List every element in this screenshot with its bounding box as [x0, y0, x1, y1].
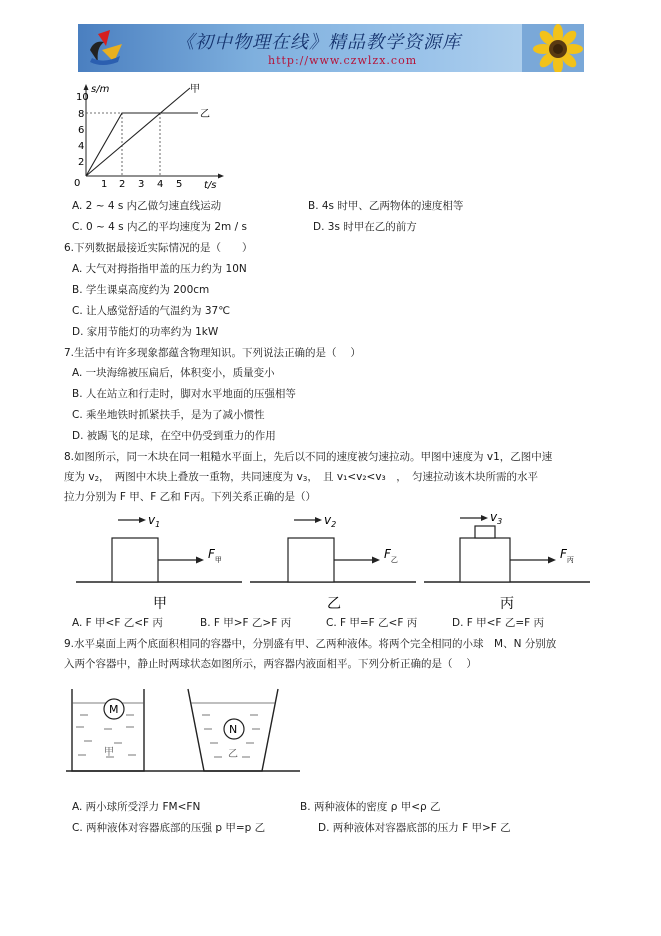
velocity-arrowhead-bing-icon [481, 515, 488, 521]
q8-line2-part-c: ， 且 v₁<v₂<v₃ ， 匀速拉动该木块所需的水平 [307, 471, 539, 483]
q8-stem-line1: 8.如图所示，同一木块在同一粗糙水平面上，先后以不同的速度被匀速拉动。甲图中速度为 v1，乙图中速 [64, 451, 553, 463]
q6-option-c: C. 让人感觉舒适的气温约为 37℃ [72, 305, 230, 317]
q5-option-c: C. 0 ~ 4 s 内乙的平均速度为 2m / s [72, 221, 247, 233]
label-yi: 乙 [200, 109, 210, 120]
force-arrowhead-yi-icon [372, 557, 380, 564]
container-yi [188, 689, 278, 771]
q9-stem-line1: 9.水平桌面上两个底面积相同的容器中，分别盛有甲、乙两种液体。将两个完全相同的小球 M、N 分别放 [64, 638, 557, 650]
q8-option-d: D. F 甲<F 乙=F 丙 [452, 617, 544, 629]
q8-option-a: A. F 甲<F 乙<F 丙 [72, 617, 163, 629]
line-jia [86, 88, 190, 176]
x-tick-4: 4 [157, 179, 164, 190]
v3-label: $v_3$ [490, 510, 503, 526]
caption-bing: 丙 [500, 596, 514, 612]
q9-option-c: C. 两种液体对容器底部的压强 p 甲=p 乙 [72, 822, 266, 834]
q9-option-a: A. 两小球所受浮力 FM<FN [72, 801, 201, 813]
q8-line2-part-a: 度为 v [64, 471, 95, 483]
y-tick-4: 4 [78, 141, 85, 152]
q5-option-a: A. 2 ~ 4 s 内乙做匀速直线运动 [72, 200, 222, 212]
x-axis-label: t/s [204, 180, 217, 191]
header-banner [78, 24, 584, 72]
x-tick-3: 3 [138, 179, 145, 190]
panel-bing [424, 510, 590, 612]
q7-option-b: B. 人在站立和行走时，脚对水平地面的压强相等 [72, 388, 296, 400]
q9-option-d: D. 两种液体对容器底部的压力 F 甲>F 乙 [318, 822, 511, 834]
q8-option-c: C. F 甲=F 乙<F 丙 [326, 617, 418, 629]
ball-m-label: M [109, 703, 119, 716]
q6-option-a: A. 大气对拇指指甲盖的压力约为 10N [72, 263, 247, 275]
s-t-graph [60, 80, 230, 192]
f-bing-label: $F_丙$ [560, 547, 574, 564]
y-tick-8: 8 [78, 109, 85, 120]
x-tick-5: 5 [176, 179, 183, 190]
q8-line2-sub-2: 2 [94, 475, 100, 483]
f-jia-label: $F_甲$ [208, 547, 222, 564]
container-jia [72, 689, 144, 771]
q8-figure [72, 508, 592, 616]
q6-option-b: B. 学生课桌高度约为 200cm [72, 284, 210, 296]
panel-jia [76, 513, 242, 612]
x-tick-1: 1 [101, 179, 108, 190]
q8-stem-line2 [64, 470, 538, 486]
y-tick-6: 6 [78, 125, 85, 136]
q9-stem-line2: 入两个容器中，静止时两球状态如图所示，两容器内液面相平。下列分析正确的是（ ） [64, 658, 477, 670]
y-tick-2: 2 [78, 157, 85, 168]
y-axis-label: s/m [91, 84, 110, 95]
q8-stem-line3: 拉力分别为 F 甲、F 乙和 F丙。下列关系正确的是（） [64, 491, 316, 503]
block-yi [288, 538, 334, 582]
q6-option-d: D. 家用节能灯的功率约为 1kW [72, 326, 219, 338]
site-logo-icon [84, 28, 128, 68]
force-arrowhead-bing-icon [548, 557, 556, 564]
y-axis-arrow-icon [84, 84, 89, 90]
q7-stem: 7.生活中有许多现象都蕴含物理知识。下列说法正确的是（ ） [64, 347, 361, 359]
block-bing [460, 538, 510, 582]
q8-line2-part-b: ， 两图中木块上叠放一重物，共同速度为 v [99, 471, 303, 483]
f-yi-label: $F_乙$ [384, 547, 398, 564]
v2-label: $v_2$ [324, 513, 337, 529]
q8-line2-sub-3: 3 [302, 475, 308, 483]
weight-bing [475, 526, 495, 538]
q5-option-b: B. 4s 时甲、乙两物体的速度相等 [308, 200, 464, 212]
q7-option-c: C. 乘坐地铁时抓紧扶手，是为了减小惯性 [72, 409, 265, 421]
v1-label: $v_1$ [148, 513, 161, 529]
force-arrowhead-jia-icon [196, 557, 204, 564]
q9-figure [64, 685, 304, 777]
liquid-yi-label: 乙 [228, 749, 238, 760]
velocity-arrowhead-yi-icon [315, 517, 322, 523]
x-tick-2: 2 [119, 179, 126, 190]
q8-option-b: B. F 甲>F 乙>F 丙 [200, 617, 292, 629]
caption-yi: 乙 [327, 596, 341, 612]
label-jia: 甲 [190, 84, 200, 95]
line-yi [86, 113, 198, 176]
q6-stem: 6.下列数据最接近实际情况的是（ ） [64, 242, 253, 254]
banner-url[interactable]: http://www.czwlzx.com [268, 54, 418, 67]
liquid-jia-label: 甲 [104, 747, 114, 758]
sunflower-icon [522, 24, 584, 72]
q5-option-d: D. 3s 时甲在乙的前方 [313, 221, 417, 233]
x-axis-arrow-icon [218, 174, 224, 179]
block-jia [112, 538, 158, 582]
q9-option-b: B. 两种液体的密度 ρ 甲<ρ 乙 [300, 801, 441, 813]
panel-yi [250, 513, 416, 612]
y-tick-10: 10 [76, 92, 89, 103]
velocity-arrowhead-jia-icon [139, 517, 146, 523]
q7-option-a: A. 一块海绵被压扁后，体积变小，质量变小 [72, 367, 275, 379]
origin-label: 0 [74, 178, 81, 189]
ball-n-label: N [229, 723, 238, 736]
caption-jia: 甲 [153, 596, 167, 612]
q7-option-d: D. 被踢飞的足球，在空中仍受到重力的作用 [72, 430, 276, 442]
banner-title: 《初中物理在线》精品教学资源库 [176, 32, 461, 53]
